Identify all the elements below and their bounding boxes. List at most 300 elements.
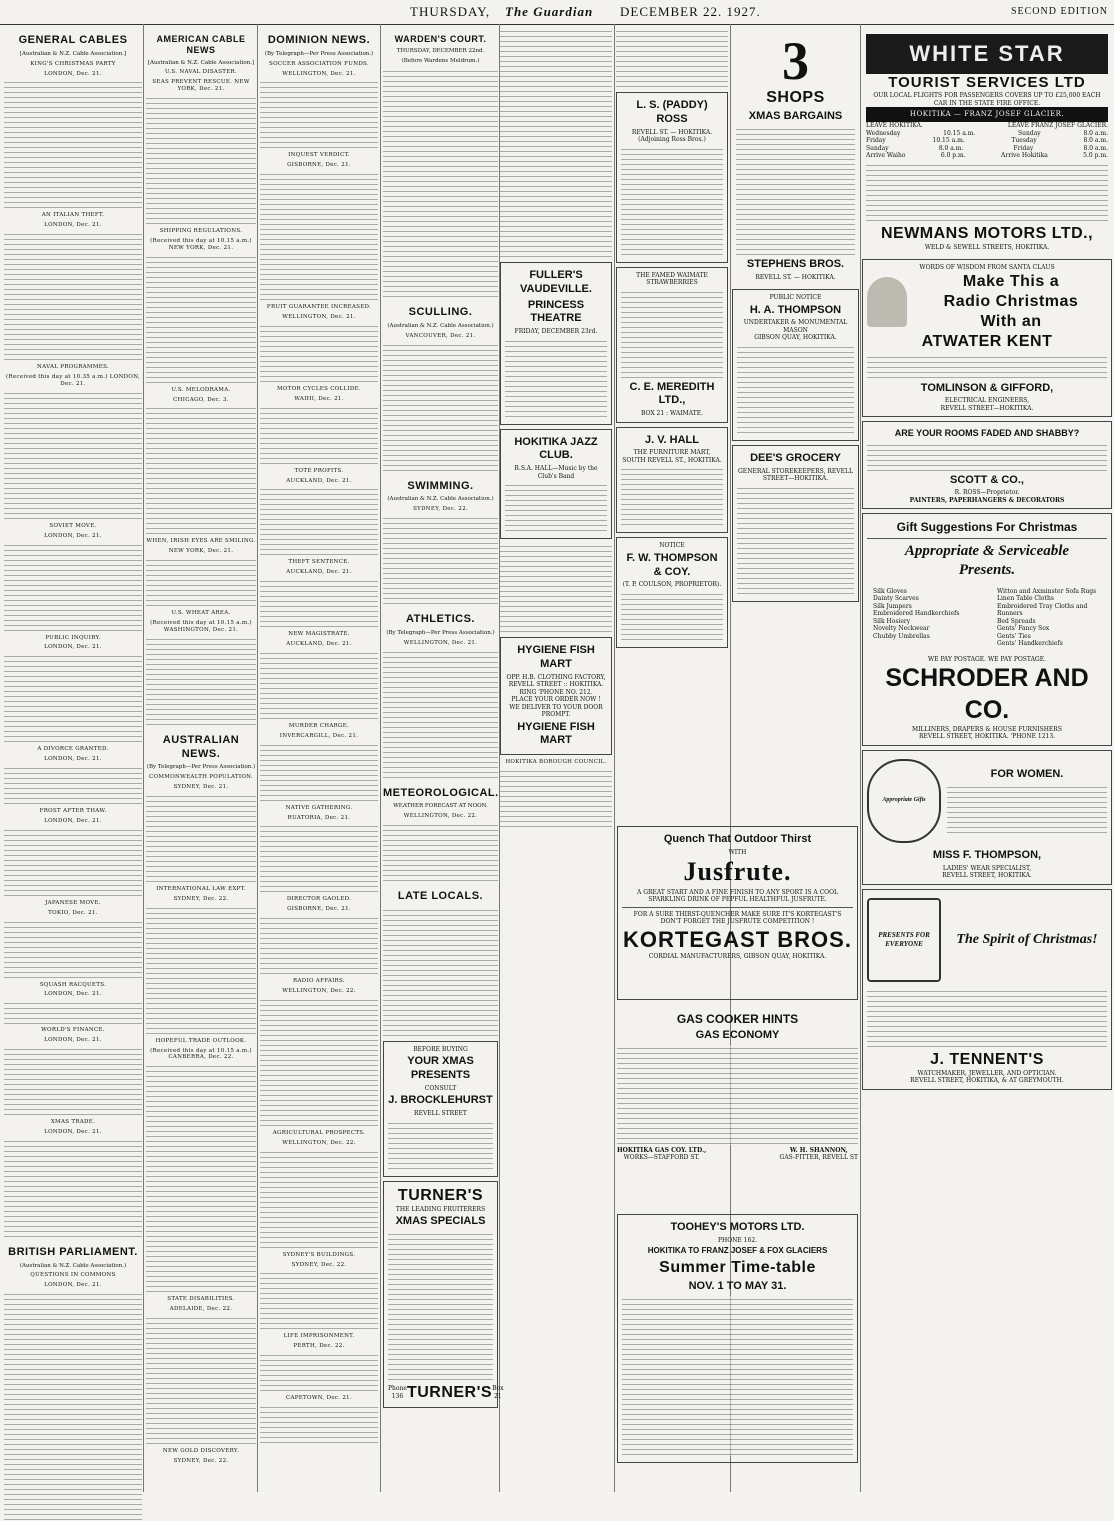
section-heading: LATE LOCALS.: [397, 890, 484, 902]
article-dateline: LONDON, Dec. 21.: [44, 222, 102, 229]
column-dominion-news: [260, 26, 378, 1490]
article-body: [260, 650, 378, 720]
tt-time: 6.0 p.m.: [940, 152, 966, 159]
article-dateline: SEAS PREVENT RESCUE. NEW YORK, Dec. 21.: [152, 79, 250, 93]
ad-line: BEFORE BUYING: [413, 1045, 468, 1053]
column-american-cable-news: [146, 26, 256, 1490]
article-body: [260, 915, 378, 975]
ad-line: (Adjoining Ross Bros.): [638, 136, 706, 143]
ad-body: [621, 466, 723, 526]
article-body: [4, 1000, 142, 1024]
article-title: AN ITALIAN THEFT.: [41, 212, 105, 219]
ad-line: LEAVE HOKITIKA.: [866, 122, 923, 129]
ad-line: REVELL STREET—HOKITIKA.: [940, 404, 1034, 412]
ad-line: SHOPS: [766, 89, 825, 106]
article-body: [260, 1149, 378, 1249]
article-title: INQUEST VERDICT.: [288, 152, 350, 159]
classified-block: [500, 543, 612, 633]
ad-line: Summer Time-table: [659, 1259, 816, 1277]
article-title: JAPANESE MOVE.: [45, 899, 101, 906]
appropriate-gifts-emblem: Appropriate Gifts: [867, 759, 941, 843]
ad-line: Make This a: [962, 272, 1060, 290]
radio-row: [867, 272, 1107, 332]
article-dateline: PERTH, Dec. 22.: [293, 1343, 345, 1350]
three-shops-ad: [732, 30, 859, 285]
article-dateline: LONDON, Dec. 21.: [44, 817, 102, 824]
ha-thompson-ad: [732, 289, 859, 441]
article-body: [4, 231, 142, 361]
article-body: [146, 254, 256, 384]
ad-line: HOKITIKA JAZZ CLUB.: [514, 435, 598, 462]
ad-line: F. W. THOMPSON & COY.: [626, 551, 718, 578]
atwater-kent-ad: [862, 259, 1112, 417]
divider: [622, 907, 853, 908]
ad-line: DEE'S GROCERY: [750, 451, 841, 464]
ad-line: WHITE STAR: [866, 34, 1108, 74]
article-dateline: AUCKLAND, Dec. 21.: [286, 641, 352, 647]
white-star-ad: [862, 30, 1112, 255]
article-dateline: LONDON, Dec. 21.: [44, 532, 102, 539]
article-body: [146, 557, 256, 607]
article-dateline: NEW YORK, Dec. 21.: [168, 548, 234, 555]
article-dateline: WELLINGTON, Dec. 21.: [282, 314, 356, 320]
article-body: [383, 649, 498, 779]
article-title: DIRECTOR GAOLED.: [286, 896, 352, 903]
ad-body: [867, 442, 1107, 472]
dees-grocery-ad: [732, 445, 859, 602]
article-body: [4, 919, 142, 979]
article-dateline: SYDNEY, Dec. 22.: [173, 1457, 229, 1464]
article-dateline: LONDON, Dec. 21.: [44, 644, 102, 651]
ad-line: Appropriate & Serviceable: [904, 543, 1070, 560]
section-heading: SCULLING.: [408, 306, 473, 318]
article-body: [260, 171, 378, 301]
ad-body: [388, 1231, 493, 1381]
scott-and-co-ad: [862, 421, 1112, 509]
article-body: [260, 405, 378, 465]
tt-day: Friday: [866, 137, 886, 144]
divider: [867, 538, 1107, 539]
ad-body: [867, 988, 1107, 1048]
santa-claus-illustration: [867, 277, 907, 327]
tt-time: 8.0 a.m.: [1083, 129, 1108, 137]
ad-line: FOR A SURE THIRST-QUENCHER MAKE SURE IT'S KORTEGAST'S: [633, 910, 842, 918]
radio-text: [915, 272, 1107, 332]
tennent-ad: [862, 889, 1112, 1090]
paddy-ross-ad: [616, 92, 728, 263]
column-classifieds-b: [616, 26, 728, 816]
article-body: [146, 1315, 256, 1445]
article-body: [260, 578, 378, 628]
ad-line: THE LEADING FRUITERERS: [395, 1205, 486, 1213]
section-heading: ATHLETICS.: [406, 613, 475, 625]
article-body: [260, 323, 378, 383]
article-dateline: INVERCARGILL, Dec. 21.: [279, 732, 359, 739]
ad-line: TOOHEY'S MOTORS LTD.: [670, 1221, 805, 1233]
spirit-row: [867, 894, 1107, 986]
section-source: [Australian & N.Z. Cable Association.]: [147, 59, 255, 66]
article-title: CAPETOWN, Dec. 21.: [285, 1395, 353, 1402]
timetable-row: [866, 152, 1108, 160]
tt-time: 5.0 p.m.: [1083, 152, 1108, 159]
gift-column: [997, 588, 1101, 648]
masthead-edition: SECOND EDITION: [1010, 6, 1108, 17]
tt-day: Sunday: [866, 144, 889, 152]
miss-thompson-ad: [862, 750, 1112, 885]
turners-ad: [383, 1181, 504, 1408]
ad-line: STEPHENS BROS.: [746, 257, 845, 270]
tooheys-ad: [617, 1210, 858, 1485]
tt-day: Wednesday: [866, 129, 901, 137]
ad-line: MILLINERS, DRAPERS & HOUSE FURNISHERS: [912, 725, 1062, 733]
ad-body: [737, 344, 854, 434]
ad-line: WELD & SEWELL STREETS, HOKITIKA.: [924, 243, 1050, 251]
article-title: AGRICULTURAL PROSPECTS.: [272, 1129, 366, 1136]
ad-line: J. BROCKLEHURST: [388, 1094, 493, 1107]
masthead-date: DECEMBER 22. 1927.: [620, 4, 761, 19]
article-dateline: LONDON, Dec. 21.: [44, 756, 102, 763]
ad-line: GENERAL STOREKEEPERS, REVELL STREET—HOKITIKA.: [738, 467, 853, 482]
hygiene-fish-mart-ad: [500, 637, 612, 755]
article-title: RADIO AFFAIRS.: [293, 978, 345, 985]
ad-line: PHONE 162.: [717, 1236, 758, 1244]
ad-line: NOV. 1 TO MAY 31.: [688, 1280, 787, 1293]
ad-line: With an: [980, 312, 1042, 330]
ad-line: REVELL ST. — HOKITIKA.: [631, 128, 713, 136]
gas-cooker-ad: [617, 1010, 858, 1200]
article-title: NEW GOLD DISCOVERY.: [162, 1448, 240, 1454]
ad-line: HOKITIKA TO FRANZ JOSEF & FOX GLACIERS: [647, 1246, 828, 1256]
ad-line: WORDS OF WISDOM FROM SANTA CLAUS: [919, 264, 1055, 271]
article-body: [260, 742, 378, 802]
timetable-row: [866, 130, 1108, 138]
tt-day: Arrive Waiho: [866, 152, 906, 159]
gift-item: Chubby Umbrellas: [873, 632, 930, 640]
ad-line: R.S.A. HALL—Music by the Club's Band: [514, 465, 598, 480]
ad-line: Radio Christmas: [943, 292, 1079, 310]
article-dateline: LONDON, Dec. 21.: [44, 70, 102, 77]
tt-day: Tuesday: [1011, 137, 1037, 144]
section-heading: BRITISH PARLIAMENT.: [8, 1245, 138, 1258]
ad-line: PLACE YOUR ORDER NOW !: [511, 696, 601, 703]
article-dateline: LONDON, Dec. 21.: [44, 991, 102, 998]
gift-item: Dainty Scarves: [873, 595, 919, 603]
jazz-club-ad: [500, 429, 612, 540]
gift-item: Gents' Handkerchiefs: [997, 640, 1063, 648]
tt-time: 8.0 a.m.: [1083, 137, 1108, 144]
column-right-ads: [862, 26, 1112, 1490]
gift-item: Linen Table Cloths: [997, 595, 1054, 603]
article-title: TOTE PROFITS.: [294, 467, 344, 474]
article-dateline: GISBORNE, Dec. 21.: [287, 906, 351, 913]
article-dateline: WELLINGTON, Dec. 22.: [403, 813, 478, 820]
section-heading: DOMINION NEWS.: [267, 34, 371, 46]
ad-body: [621, 591, 723, 641]
section-heading: AUSTRALIAN NEWS.: [162, 733, 240, 760]
article-title: U.S. NAVAL DISASTER.: [164, 69, 238, 76]
article-title: SQUASH RACQUETS.: [39, 981, 107, 988]
classified-block: [500, 28, 612, 258]
section-source: (By Telegraph—Per Press Association.): [146, 764, 256, 771]
section-heading: SWIMMING.: [407, 479, 474, 492]
ad-line: WITH: [728, 848, 747, 856]
article-body: [260, 1270, 378, 1330]
article-body: [4, 1138, 142, 1238]
article-body: [4, 765, 142, 805]
section-date: THURSDAY, DECEMBER 22nd.: [396, 48, 485, 55]
article-body: [146, 95, 256, 225]
ad-line: GIBSON QUAY, HOKITIKA.: [754, 334, 837, 342]
ad-line: W. H. SHANNON,: [789, 1146, 848, 1154]
ad-line: NEWMANS MOTORS LTD.,: [880, 224, 1094, 242]
article-dateline: WELLINGTON, Dec. 21.: [282, 70, 356, 77]
column-rule: [257, 24, 258, 1492]
ad-line: REVELL ST. — HOKITIKA.: [755, 273, 836, 281]
ad-line: XMAS BARGAINS: [748, 110, 843, 122]
ad-line: J. V. HALL: [645, 433, 699, 446]
ad-line: SCHRODER AND CO.: [885, 664, 1089, 724]
column-general-cables: [4, 26, 142, 1490]
article-body: [146, 793, 256, 883]
article-body: [146, 905, 256, 1035]
section-source: [Australian & N.Z. Cable Association.]: [19, 50, 127, 57]
section-source: (Australian & N.Z. Cable Association.): [387, 496, 494, 503]
ad-line: GAS COOKER HINTS: [676, 1012, 799, 1026]
article-dateline: (Received this day at 10.15 a.m.) NEW YORK, Dec. 21.: [150, 237, 252, 251]
article-dateline: CHICAGO, Dec. 3.: [173, 396, 229, 403]
ad-line: PUBLIC NOTICE: [769, 294, 822, 301]
article-title: XMAS TRADE.: [50, 1119, 96, 1125]
article-body: [383, 515, 498, 605]
ad-line: ELECTRICAL ENGINEERS,: [944, 397, 1030, 405]
article-dateline: ADELAIDE, Dec. 22.: [169, 1306, 233, 1313]
ad-line: Gift Suggestions For Christmas: [896, 520, 1078, 535]
ad-line: SOUTH REVELL ST., HOKITIKA.: [622, 456, 722, 464]
ad-line: LEAVE FRANZ JOSEF GLACIER.: [1007, 122, 1108, 129]
article-dateline: WELLINGTON, Dec. 21.: [403, 639, 478, 646]
article-dateline: SYDNEY, Dec. 22.: [173, 895, 229, 902]
ad-body: [505, 482, 607, 532]
article-title: INTERNATIONAL LAW EXPT.: [156, 885, 246, 892]
article-body: [260, 1404, 378, 1444]
article-dateline: (Received this day at 10.15 a.m.) CANBERRA, Dec. 22.: [150, 1047, 252, 1061]
ad-line: REVELL STREET, HOKITIKA.: [942, 872, 1032, 879]
timetable-row: [866, 137, 1108, 145]
ad-line: TURNER'S: [406, 1383, 493, 1401]
ad-footer: [388, 1383, 504, 1403]
article-body: [4, 390, 142, 520]
ad-line: TOMLINSON & GIFFORD,: [920, 381, 1054, 394]
ad-line: Phone 136: [388, 1385, 407, 1400]
ad-body: [737, 485, 854, 595]
article-body: [4, 542, 142, 632]
article-title: WORLD'S FINANCE.: [41, 1027, 105, 1034]
ad-body: [736, 126, 855, 256]
ad-line: TOURIST SERVICES LTD: [888, 73, 1086, 91]
ad-line: SCOTT & CO.,: [950, 473, 1024, 486]
brocklehurst-ad: [383, 1041, 498, 1177]
article-dateline: LONDON, Dec. 21.: [44, 1037, 102, 1044]
ad-line: CORDIAL MANUFACTURERS, GIBSON QUAY, HOKITIKA.: [648, 953, 827, 961]
article-body: [260, 997, 378, 1127]
article-dateline: RUATORIA, Dec. 21.: [287, 814, 351, 821]
article-title: NATIVE GATHERING.: [285, 804, 353, 811]
women-text: [947, 766, 1107, 836]
ad-line: XMAS SPECIALS: [395, 1215, 486, 1227]
article-title: SYDNEY'S BUILDINGS.: [282, 1251, 356, 1258]
article-title: SOVIET MOVE.: [49, 522, 97, 529]
tt-day: Arrive Hokitika: [1001, 152, 1048, 159]
ad-body: [621, 146, 723, 256]
ad-line: WORKS—STAFFORD ST.: [623, 1154, 700, 1162]
ad-line: TURNER'S: [397, 1186, 484, 1204]
ad-line: Box 21: [492, 1385, 504, 1400]
jv-hall-ad: [616, 427, 728, 534]
gift-item: Embroidered Handkerchiefs: [873, 610, 960, 618]
ad-line: HOKITIKA — FRANZ JOSEF GLACIER.: [866, 107, 1108, 122]
section-heading: GENERAL CABLES: [18, 34, 128, 46]
article-dateline: SYDNEY, Dec. 22.: [413, 506, 468, 513]
ad-body: [388, 1120, 493, 1170]
article-dateline: SYDNEY, Dec. 21.: [173, 784, 229, 790]
article-dateline: VANCOUVER, Dec. 21.: [405, 332, 476, 339]
article-dateline: WELLINGTON, Dec. 22.: [282, 988, 356, 994]
ad-line: HYGIENE FISH MART: [517, 644, 595, 670]
column-rule: [380, 24, 381, 1492]
ad-line: THE FURNITURE MART,: [633, 449, 711, 457]
gas-footer: [617, 1147, 858, 1162]
ad-line: J. TENNENT'S: [930, 1050, 1044, 1068]
ad-line: PAINTERS, PAPERHANGERS & DECORATORS: [909, 496, 1065, 504]
gift-item: Novelty Neckwear: [873, 625, 930, 633]
article-title: STATE DISABILITIES.: [167, 1296, 235, 1303]
tt-day: Sunday: [1018, 129, 1041, 137]
ad-line: FULLER'S VAUDEVILLE.: [520, 269, 592, 295]
gift-item: Gents' Ties: [997, 632, 1031, 640]
ad-line: THE FAMED WAIMATE STRAWBERRIES: [636, 271, 708, 286]
ad-line: OUR LOCAL FLIGHTS FOR PASSENGERS COVERS UP TO £25,000 EACH CAR IN THE STATE FIRE OFFICE.: [873, 92, 1101, 107]
ad-line: REVELL STREET, HOKITIKA, & AT GREYMOUTH.: [910, 1077, 1064, 1084]
tt-time: 10.15 a.m.: [932, 137, 965, 144]
ad-line: REVELL STREET, HOKITIKA. 'PHONE 1213.: [918, 733, 1056, 741]
ad-body: [617, 1045, 858, 1145]
ad-line: WE DELIVER TO YOUR DOOR PROMPT.: [509, 703, 603, 718]
article-title: FROST AFTER THAW.: [39, 808, 107, 814]
ad-line: DON'T FORGET THE JUSFRUTE COMPETITION !: [660, 918, 815, 926]
timetable-row: [866, 145, 1108, 153]
article-title: QUESTIONS IN COMMONS: [30, 1272, 116, 1279]
article-body: [383, 342, 498, 472]
article-dateline: (Received this day at 10.15 a.m.) WASHINGTON, Dec. 21.: [150, 620, 252, 633]
article-dateline: WAIHI, Dec. 21.: [294, 395, 344, 402]
article-title: MURDER CHARGE.: [288, 722, 350, 729]
column-shops: [732, 26, 859, 816]
ad-line: KORTEGAST BROS.: [623, 926, 852, 952]
article-title: U.S. MELODRAMA.: [171, 386, 231, 393]
ad-line: RING 'PHONE NO. 212.: [519, 688, 593, 696]
column-classifieds-a: [500, 26, 612, 816]
article-body: [146, 636, 256, 726]
ad-line: CONSULT: [424, 1084, 457, 1092]
article-title: U.S. WHEAT AREA.: [171, 610, 231, 617]
gift-item: Silk Hosiery: [873, 617, 911, 625]
ad-line: UNDERTAKER & MONUMENTAL MASON: [743, 319, 848, 334]
ad-line: WE PAY POSTAGE. WE PAY POSTAGE.: [927, 655, 1046, 663]
column-rule: [143, 24, 144, 1492]
column-wardens-court: [383, 26, 504, 1490]
article-body: [146, 1063, 256, 1293]
article-dateline: GISBORNE, Dec. 21.: [287, 162, 351, 169]
article-title: MOTOR CYCLES COLLIDE.: [276, 385, 361, 392]
article-title: A DIVORCE GRANTED.: [37, 746, 109, 753]
ad-line: A GREAT START AND A FINE FINISH TO ANY SPORT IS A COOL SPARKLING DRINK OF PEPFUL HEALTHFUL JUSFRUTE.: [636, 888, 838, 904]
tt-time: 8.0 a.m.: [938, 144, 964, 152]
ad-line: REVELL STREET: [414, 1110, 467, 1117]
article-title: COMMONWEALTH POPULATION.: [149, 774, 253, 781]
article-dateline: LONDON, Dec. 21.: [44, 1282, 102, 1289]
ad-line: NOTICE: [659, 542, 685, 550]
ad-line: Quench That Outdoor Thirst: [663, 833, 812, 845]
schroder-ad: [862, 513, 1112, 746]
leave-row: [866, 122, 1108, 130]
masthead-title: The Guardian: [505, 4, 594, 19]
gift-item: Embroidered Tray Cloths and Runners: [997, 602, 1088, 618]
ad-line: GAS ECONOMY: [695, 1029, 780, 1041]
article-dateline: WELLINGTON, Dec. 22.: [282, 1139, 356, 1146]
section-source: (By Telegraph—Per Press Association.): [264, 50, 374, 57]
section-heading: AMERICAN CABLE NEWS: [156, 34, 246, 56]
article-dateline: LONDON, Dec. 21.: [44, 1128, 102, 1135]
gift-item: Silk Gloves: [873, 587, 907, 595]
article-title: THEFT SENTENCE.: [288, 559, 350, 566]
article-body: [383, 907, 498, 1037]
article-title: FRUIT GUARANTEE INCREASED.: [266, 304, 372, 311]
section-note: (Before Wardens Meldrum.): [401, 58, 480, 65]
ad-body: [622, 1296, 853, 1456]
ad-line: MISS F. THOMPSON,: [932, 848, 1042, 861]
classified-block: [500, 768, 612, 828]
section-heading: METEOROLOGICAL.: [383, 786, 499, 799]
gas-fitter: [780, 1147, 858, 1162]
ad-line: YOUR XMAS PRESENTS: [407, 1055, 474, 1081]
section-sub: WEATHER FORECAST AT NOON.: [393, 803, 488, 810]
ad-line: ATWATER KENT: [921, 332, 1053, 350]
section-source: (Australian & N.Z. Cable Association.): [387, 322, 494, 329]
fullers-vaudeville-ad: [500, 262, 612, 425]
section-source: (Australian & N.Z. Cable Association.): [19, 1262, 127, 1269]
ad-line: WATCHMAKER, JEWELLER, AND OPTICIAN.: [917, 1069, 1057, 1077]
women-row: [867, 755, 1107, 847]
column-rule: [614, 24, 615, 1492]
ad-line: ARE YOUR ROOMS FADED AND SHABBY?: [894, 428, 1080, 439]
ad-line: GAS-FITTER, REVELL ST: [779, 1154, 858, 1162]
article-title: PUBLIC INQUIRY.: [45, 634, 101, 641]
article-body: [260, 486, 378, 556]
article-body: [383, 822, 498, 882]
gift-list: [873, 588, 1101, 648]
gift-item: Silk Jumpers: [873, 602, 912, 610]
article-title: SHIPPING REGULATIONS.: [159, 228, 243, 234]
jusfrute-box: [617, 826, 858, 1000]
ad-line: L. S. (PADDY) ROSS: [636, 99, 708, 125]
section-source: (By Telegraph—Per Press Association.): [386, 629, 495, 636]
column-rule: [860, 24, 861, 1492]
gift-item: Gents' Fancy Sox: [997, 625, 1050, 633]
ad-line: FOR WOMEN.: [990, 767, 1064, 780]
ad-line: LADIES' WEAR SPECIALIST,: [942, 864, 1032, 872]
ad-body: [621, 289, 723, 379]
article-body: [383, 68, 498, 298]
